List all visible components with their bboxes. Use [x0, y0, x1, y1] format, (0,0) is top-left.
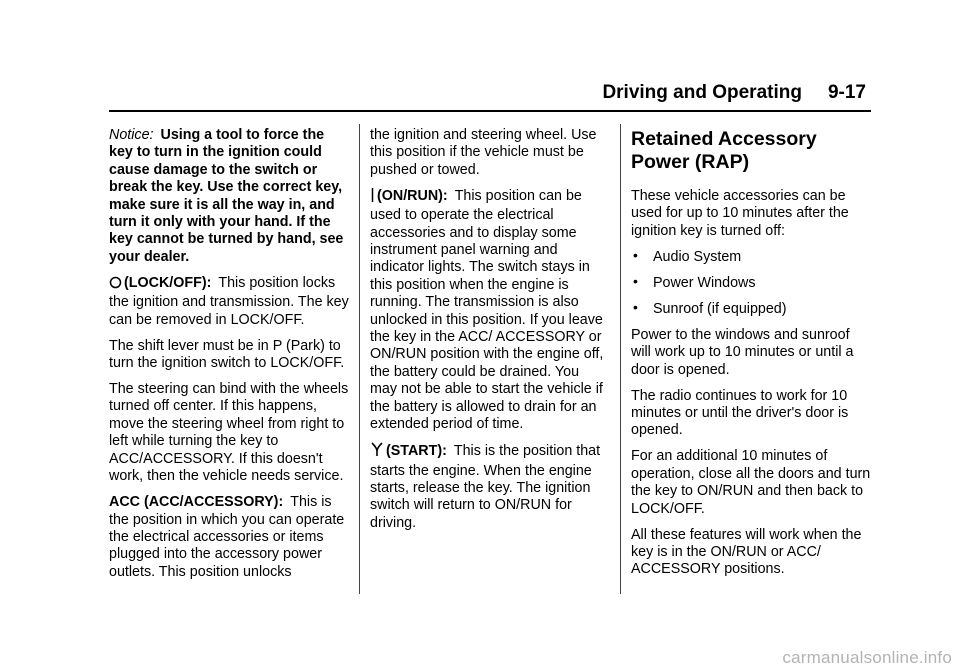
- notice-label: Notice:: [109, 127, 154, 143]
- page-header: [602, 82, 866, 104]
- notice-paragraph: [109, 127, 349, 266]
- key-symbol-icon: [370, 442, 384, 462]
- acc-text: This is the position in which you can operate the electrical accessories or items plugged into the accessory power outlets. This position unlocks: [109, 494, 345, 580]
- watermark: carmanualsonline.info: [782, 648, 952, 667]
- features-paragraph: All these features will work when the key is in the ON/RUN or ACC/ ACCESSORY positions.: [631, 526, 862, 578]
- column-3: [631, 127, 871, 587]
- column-1: [109, 127, 349, 590]
- power-windows-paragraph: Power to the windows and sunroof will work up to 10 minutes or until a door is opened.: [631, 326, 854, 378]
- start-text: This is the position that starts the engine. When the engine starts, release the key. The ignition switch will return to ON/RUN for driving.: [370, 443, 601, 531]
- circle-outline-icon: [109, 276, 122, 294]
- list-item: • Audio System: [633, 246, 742, 265]
- column-2: [370, 127, 610, 541]
- acc-paragraph: [109, 494, 349, 581]
- additional-minutes-paragraph: For an additional 10 minutes of operation, close all the doors and turn the key to ON/RUN and then back to LOCK/OFF.: [631, 448, 871, 517]
- start-term: (START):: [386, 443, 447, 460]
- rap-intro: These vehicle accessories can be used for up to 10 minutes after the ignition key is turned off:: [631, 188, 849, 239]
- radio-paragraph: The radio continues to work for 10 minutes or until the driver's door is opened.: [631, 387, 849, 439]
- vertical-bar-icon: [370, 188, 375, 207]
- on-run-paragraph: [370, 188, 610, 434]
- rap-heading: Retained Accessory Power (RAP): [631, 128, 817, 173]
- lock-off-text: This position locks the ignition and transmission. The key can be removed in LOCK/OFF.: [109, 274, 349, 328]
- page-number: 9-17: [827, 82, 866, 103]
- column-divider-2: [620, 124, 621, 594]
- lock-off-term: (LOCK/OFF):: [124, 274, 212, 291]
- notice-text: Using a tool to force the key to turn in the ignition could cause damage to the switch or break the key. Use the correct key, make sure it is all the way in, and turn it only with your hand. If the key cannot be turned by hand, see your dealer.: [109, 127, 344, 265]
- on-run-text: This position can be used to operate the electrical accessories and to display some instrument panel warning and indicator lights. The switch stays in this position when the engine is running. The transmission is also unlocked in this position. If you leave the key in the ACC/ ACCESSORY or ON/RUN position with the engine off, the battery could be drained. You may not be able to start the vehicle if the battery is allowed to drain for an extended period of time.: [370, 187, 604, 433]
- acc-term: ACC (ACC/ACCESSORY):: [109, 494, 284, 511]
- bullet-icon: •: [633, 246, 638, 263]
- header-rule: [109, 110, 871, 112]
- list-item: • Power Windows: [633, 272, 756, 291]
- bullet-icon: •: [633, 298, 638, 315]
- acc-continued-paragraph: the ignition and steering wheel. Use this position if the vehicle must be pushed or towed.: [370, 127, 597, 178]
- list-item: • Sunroof (if equipped): [633, 298, 787, 317]
- start-paragraph: [370, 442, 610, 532]
- lock-off-paragraph: [109, 275, 349, 329]
- steering-bind-paragraph: The steering can bind with the wheels turned off center. If this happens, move the steering wheel from right to left while turning the key to ACC/ACCESSORY. If this doesn't work, then the vehicle needs service.: [109, 381, 349, 485]
- column-divider-1: [359, 124, 360, 594]
- accessory-list: [631, 246, 871, 318]
- on-run-term: (ON/RUN):: [377, 187, 448, 204]
- shift-lever-paragraph: The shift lever must be in P (Park) to turn the ignition switch to LOCK/OFF.: [109, 337, 345, 372]
- section-title: Driving and Operating: [602, 82, 802, 103]
- bullet-icon: •: [633, 272, 638, 289]
